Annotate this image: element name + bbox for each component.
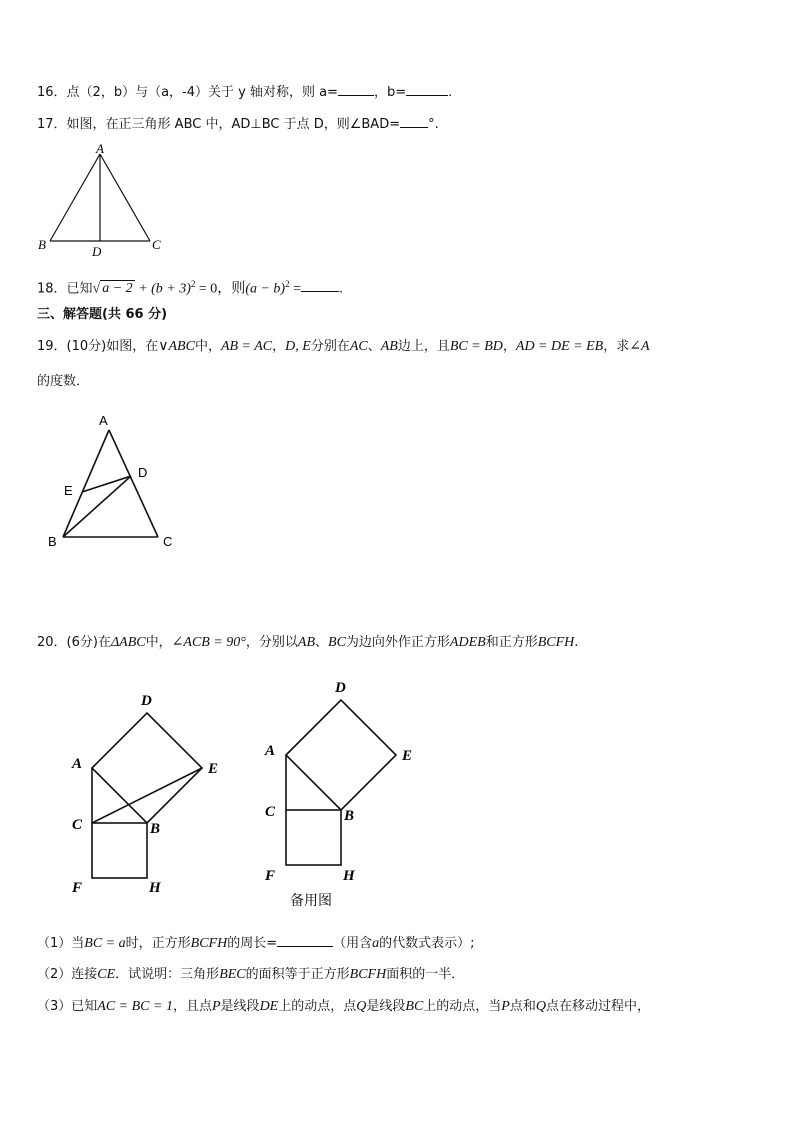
q16-text: 16．点（2，b）与（a，-4）关于 y 轴对称，则 a= [37,85,338,100]
question-20: 20．(6分)在ΔABC中，∠ACB = 90°，分别以AB、BC为边向外作正方形ADEB和正方形BCFH. [37,635,579,650]
label-h: H [343,868,355,884]
label-b: B [150,821,161,837]
label-c: C [163,534,173,549]
label-e: E [208,761,219,777]
square-adeb [286,700,396,810]
q20-1-answer-blank[interactable] [277,934,333,947]
label-c: C [72,817,83,833]
question-19-line2: 的度数． [37,374,90,389]
label-h: H [149,880,161,896]
label-b: B [344,808,355,824]
question-20-part-2: （2）连接CE．试说明：三角形BEC的面积等于正方形BCFH面积的一半． [37,967,465,982]
label-b: B [38,237,46,252]
label-d: D [335,680,346,696]
question-20-part-1: （1）当BC = a时，正方形BCFH的周长= （用含a的代数式表示）; [37,936,475,951]
label-c: C [152,237,161,252]
label-c: C [265,804,276,820]
label-f: F [265,868,276,884]
label-d: D [138,465,148,480]
square-bcfh [286,810,341,865]
label-d: D [141,693,152,709]
label-f: F [72,880,83,896]
label-e: E [64,483,73,498]
figure-caption: 备用图 [290,893,332,909]
q16-text-b: ，b= [373,85,407,100]
question-20-part-3: （3）已知AC = BC = 1，且点P是线段DE上的动点，点Q是线段BC上的动点，当P点和Q点在移动过程中， [37,999,651,1014]
label-a: A [99,413,108,428]
label-b: B [48,534,57,549]
sqrt-expression: a − 2 [102,281,133,297]
label-e: E [402,748,413,764]
label-a: A [72,756,83,772]
question-18: 18．已知√ $a - 2 + (b + 3)^2 = 0$，则$(a - b)^2$ = . [37,279,344,297]
question-19: 19．(10分)如图，在∨ABC中，AB = AC，D, E分别在AC、AB边上，且BC = BD，AD = DE = EB，求∠A [37,339,650,354]
section-heading: 三、解答题(共 66 分) [37,307,168,322]
label-d: D [92,244,102,259]
label-a: A [96,141,104,156]
q17-text: 17．如图，在正三角形 ABC 中，AD⊥BC 于点 D，则∠BAD= [37,117,401,132]
question-16: 16．点（2，b）与（a，-4）关于 y 轴对称，则 a= ，b= . [37,85,453,100]
label-a: A [265,743,276,759]
question-17: 17．如图，在正三角形 ABC 中，AD⊥BC 于点 D，则∠BAD= °. [37,117,439,132]
